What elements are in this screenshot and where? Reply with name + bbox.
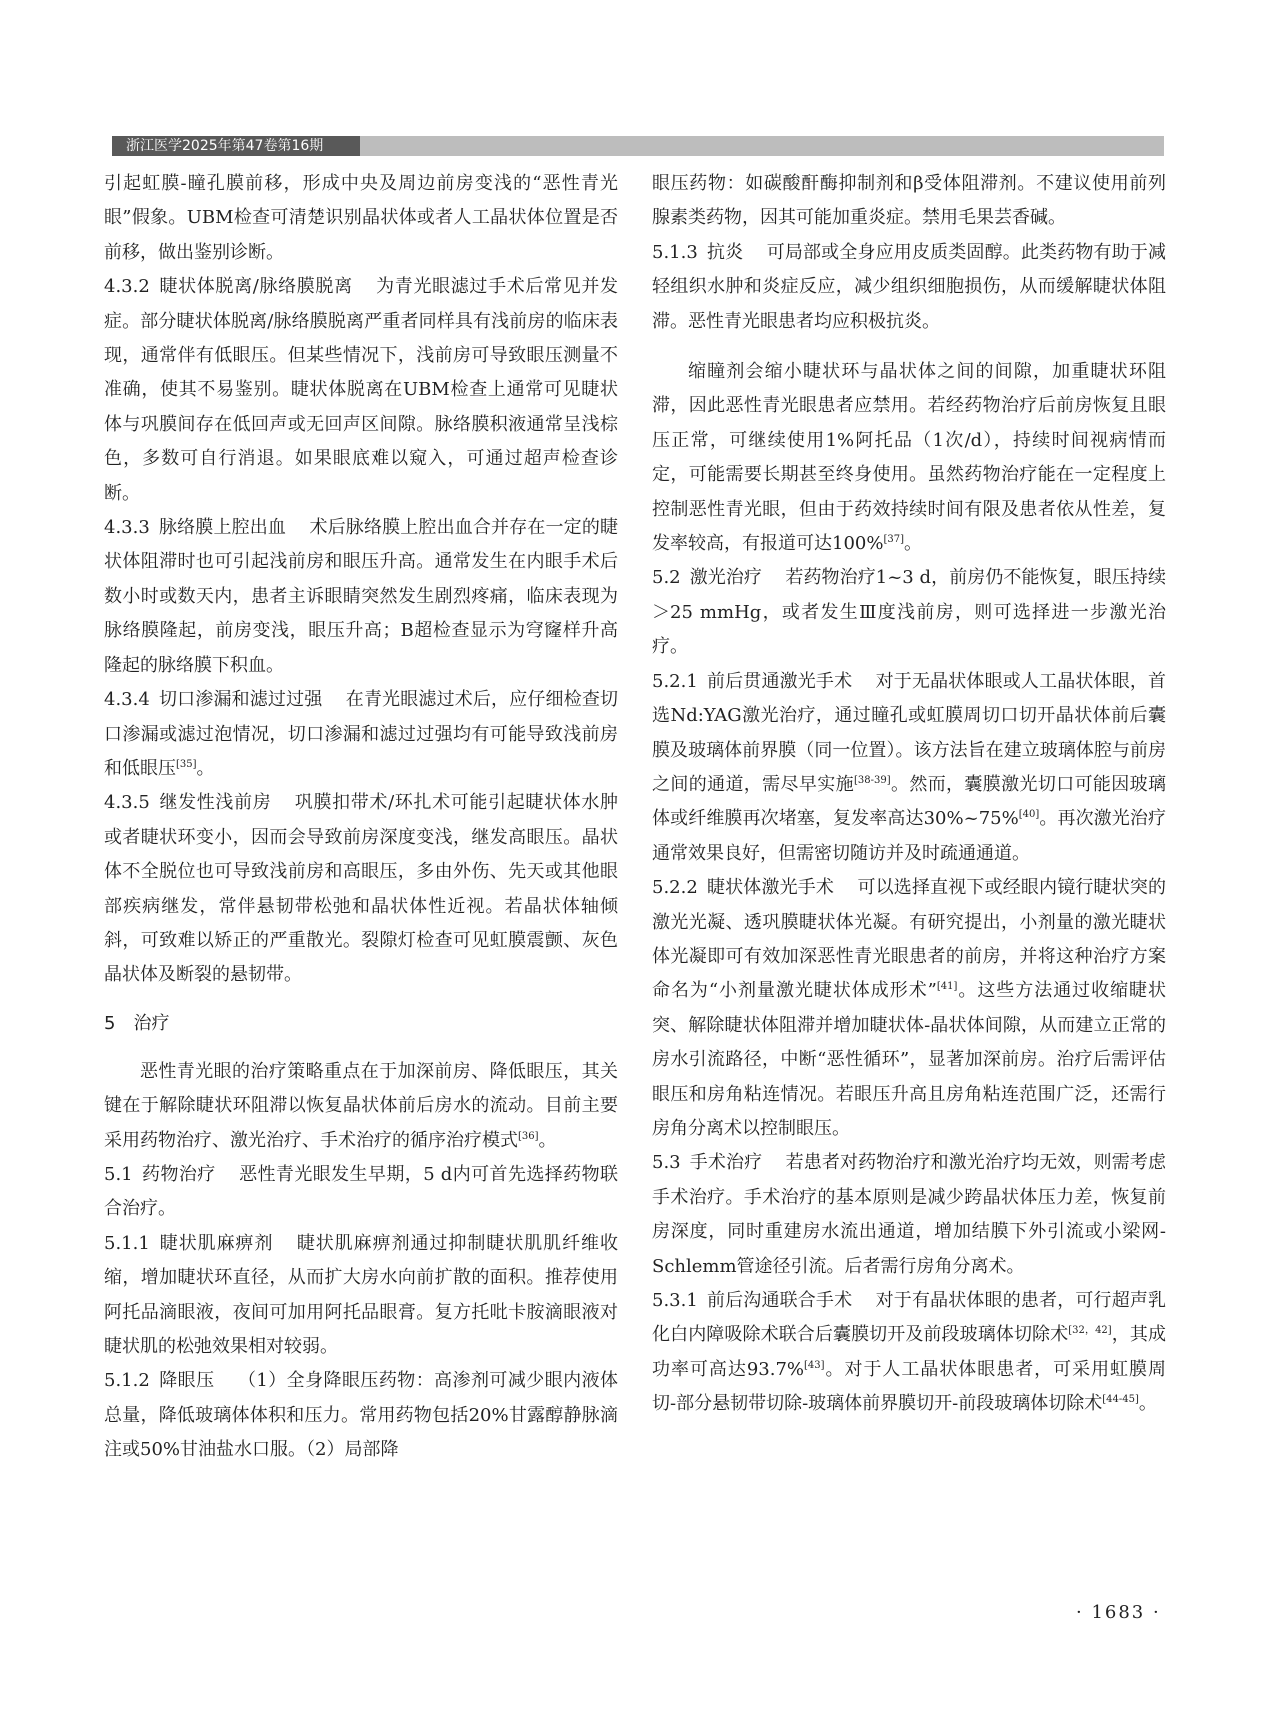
- section-4-3-2: 4.3.2 睫状体脱离/脉络膜脱离 为青光眼滤过手术后常见并发症。部分睫状体脱离/脉络膜脱离严重者同样具有浅前房的临床表现，通常伴有低眼压。但某些情况下，浅前房可导致眼压测量不准确，使其不易鉴别。睫状体脱离在UBM检查上通常可见睫状体与巩膜间存在低回声或无回声区间隙。脉络膜积液通常呈浅棕色，多数可自行消退。如果眼底难以窥入，可通过超声检查诊断。: [104, 276, 618, 504]
- section-4-3-3: 4.3.3 脉络膜上腔出血 术后脉络膜上腔出血合并存在一定的睫状体阻滞时也可引起浅前房和眼压升高。通常发生在内眼手术后数小时或数天内，患者主诉眼睛突然发生剧烈疼痛，临床表现为脉络膜隆起，前房变浅，眼压升高；B超检查显示为穹窿样升高隆起的脉络膜下积血。: [104, 517, 618, 676]
- section-5-1-2: 5.1.2 降眼压 （1）全身降眼压药物：高渗剂可减少眼内液体总量，降低玻璃体体积和压力。常用药物包括20%甘露醇静脉滴注或50%甘油盐水口服。（2）局部降: [104, 1370, 619, 1461]
- paragraph: 缩瞳剂会缩小睫状环与晶状体之间的间隙，加重睫状环阻滞，因此恶性青光眼患者应禁用。若经药物治疗后前房恢复且眼压正常，可继续使用1%阿托品（1次/d），持续时间视病情而定，可能需要长期甚至终身使用。虽然药物治疗能在一定程度上控制恶性青光眼，但由于药效持续时间有限及患者依从性差，复发率较高，有报道可达100%[37]。: [652, 361, 1166, 555]
- left-column: [104, 167, 618, 1468]
- citation: [35]: [176, 758, 197, 770]
- section-5-2-1: 5.2.1 前后贯通激光手术 对于无晶状体眼或人工晶状体眼，首选Nd:YAG激光治疗，通过瞳孔或虹膜周切口切开晶状体前后囊膜及玻璃体前界膜（同一位置）。该方法旨在建立玻璃体腔与前房之间的通道，需尽早实施[38-39]。然而，囊膜激光切口可能因玻璃体或纤维膜再次堵塞，复发率高达30%~75%[40]。再次激光治疗通常效果良好，但需密切随访并及时疏通通道。: [652, 670, 1167, 864]
- citation: [40]: [1018, 809, 1040, 821]
- section-5-3: 5.3 手术治疗 若患者对药物治疗和激光治疗均无效，则需考虑手术治疗。手术治疗的基本原则是减少跨晶状体压力差，恢复前房深度，同时重建房水流出通道，增加结膜下外引流或小梁网-Schlemm管途径引流。后者需行房角分离术。: [652, 1152, 1166, 1277]
- right-column: [652, 167, 1166, 1422]
- paragraph: 眼压药物：如碳酸酐酶抑制剂和β受体阻滞剂。不建议使用前列腺素类药物，因其可能加重炎症。禁用毛果芸香碱。: [652, 173, 1166, 229]
- citation: [41]: [936, 981, 958, 993]
- section-5-2-2: 5.2.2 睫状体激光手术 可以选择直视下或经眼内镜行睫状突的激光光凝、透巩膜睫状体光凝。有研究提出，小剂量的激光睫状体光凝即可有效加深恶性青光眼患者的前房，并将这种治疗方案命名为“小剂量激光睫状体成形术”[41]。这些方法通过收缩睫状突、解除睫状体阻滞并增加睫状体-晶状体间隙，从而建立正常的房水引流路径，中断“恶性循环”，显著加深前房。治疗后需评估眼压和房角粘连情况。若眼压升高且房角粘连范围广泛，还需行房角分离术以控制眼压。: [652, 877, 1167, 1139]
- page-number: · 1683 ·: [1076, 1602, 1161, 1623]
- citation: [43]: [804, 1359, 825, 1371]
- paragraph: 引起虹膜-瞳孔膜前移，形成中央及周边前房变浅的“恶性青光眼”假象。UBM检查可清楚识别晶状体或者人工晶状体位置是否前移，做出鉴别诊断。: [104, 173, 618, 263]
- citation: [36]: [518, 1130, 539, 1142]
- section-4-3-4: 4.3.4 切口渗漏和滤过过强 在青光眼滤过术后，应仔细检查切口渗漏或滤过泡情况，切口渗漏和滤过过强均有可能导致浅前房和低眼压[35]。: [104, 689, 619, 779]
- citation: [38-39]: [853, 774, 891, 786]
- section-5-2: 5.2 激光治疗 若药物治疗1~3 d，前房仍不能恢复，眼压持续＞25 mmHg，或者发生Ⅲ度浅前房，则可选择进一步激光治疗。: [652, 567, 1167, 658]
- journal-header: 浙江医学2025年第47卷第16期: [112, 136, 360, 156]
- paragraph: 恶性青光眼的治疗策略重点在于加深前房、降低眼压，其关键在于解除睫状环阻滞以恢复晶状体前后房水的流动。目前主要采用药物治疗、激光治疗、手术治疗的循序治疗模式[36]。: [104, 1060, 618, 1151]
- citation: [37]: [883, 534, 904, 546]
- section-5-1-3: 5.1.3 抗炎 可局部或全身应用皮质类固醇。此类药物有助于减轻组织水肿和炎症反应，减少组织细胞损伤，从而缓解睫状体阻滞。恶性青光眼患者均应积极抗炎。: [652, 241, 1167, 332]
- section-5-3-1: 5.3.1 前后沟通联合手术 对于有晶状体眼的患者，可行超声乳化白内障吸除术联合后囊膜切开及前段玻璃体切除术[32，42]，其成功率可高达93.7%[43]。对于人工晶状体眼患者，可采用虹膜周切-部分悬韧带切除-玻璃体前界膜切开-前段玻璃体切除术[44-45]。: [652, 1290, 1167, 1415]
- section-5-1: 5.1 药物治疗 恶性青光眼发生早期，5 d内可首先选择药物联合治疗。: [104, 1163, 619, 1220]
- citation: [44-45]: [1102, 1394, 1139, 1406]
- section-5-1-1: 5.1.1 睫状肌麻痹剂 睫状肌麻痹剂通过抑制睫状肌肌纤维收缩，增加睫状环直径，从而扩大房水向前扩散的面积。推荐使用阿托品滴眼液，夜间可加用阿托品眼膏。复方托吡卡胺滴眼液对睫状肌的松弛效果相对较弱。: [104, 1232, 619, 1357]
- section-4-3-5: 4.3.5 继发性浅前房 巩膜扣带术/环扎术可能引起睫状体水肿或者睫状环变小，因而会导致前房深度变浅，继发高眼压。晶状体不全脱位也可导致浅前房和高眼压，多由外伤、先天或其他眼部疾病继发，常伴悬韧带松弛和晶状体性近视。若晶状体轴倾斜，可致难以矫正的严重散光。裂隙灯检查可见虹膜震颤、灰色晶状体及断裂的悬韧带。: [104, 792, 618, 986]
- section-heading-5: 5 治疗: [104, 1012, 170, 1034]
- citation: [32，42]: [1068, 1325, 1112, 1337]
